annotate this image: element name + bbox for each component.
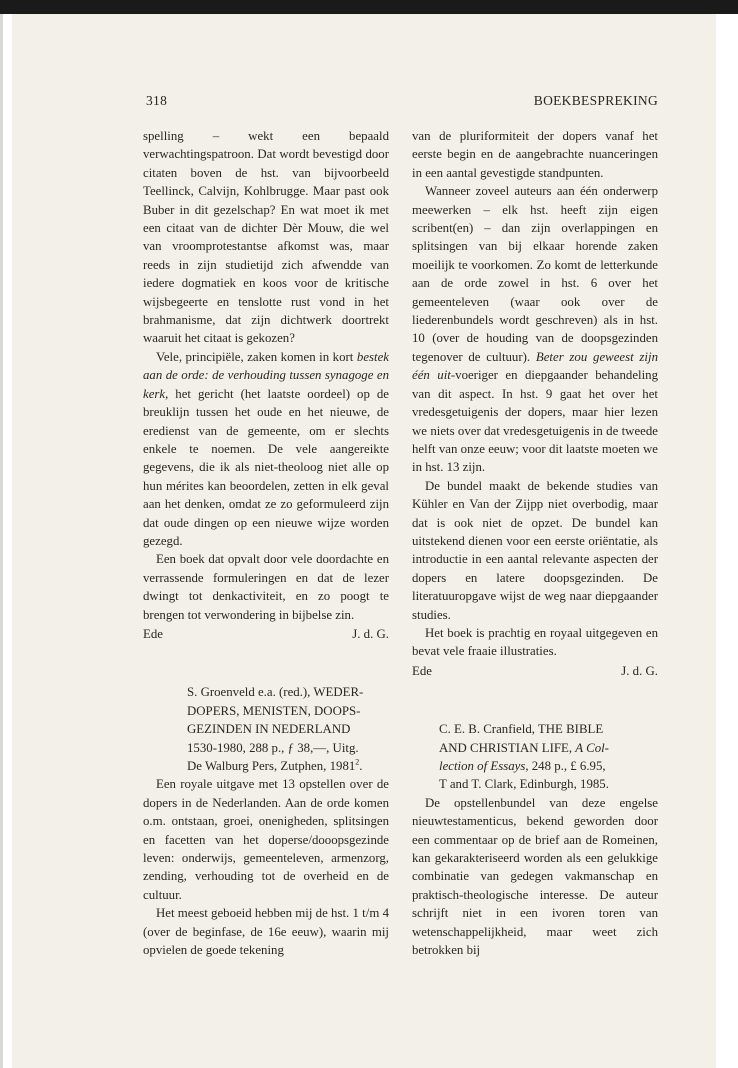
reference-line [187, 757, 389, 775]
reference-text: AND CHRISTIAN LIFE, [439, 740, 576, 755]
review-signature [143, 625, 389, 643]
signature-initials: J. d. G. [352, 626, 389, 641]
reference-line: GEZINDEN IN NEDERLAND [187, 722, 351, 737]
signature-initials: J. d. G. [621, 663, 658, 678]
book-reference [439, 720, 658, 794]
paragraph-text: het gericht (het laatste oordeel) op de breuklijn tussen het oude en het nieuwe, de eredienst van de gemeente, om er slechts enkele te noemen. De vele aangereikte gegevens, die ik als niet-theoloog niet alle op hun mérites kan beoordelen, zetten in elk geval aan het denken, omdat ze zo geformuleerd zijn dat oude dingen op een nieuwe wijze worden gezegd. [143, 386, 389, 548]
italic-text: Beter zou geweest zijn één uit- [412, 349, 658, 383]
page-number: 318 [146, 93, 168, 108]
edition-superscript: 2 [355, 757, 360, 767]
reference-line [439, 739, 658, 757]
paragraph-text: Vele, principiële, zaken komen in kort [156, 349, 357, 364]
paragraph: spelling – wekt een bepaald verwachtingspatroon. Dat wordt bevestigd door citaten boven de hst. van bijvoorbeeld Teellinck, Calvijn, Kohlbrugge. Maar past ook Buber in dit gezelschap? En wat moet ik met een citaat van de dichter Dèr Mouw, die wel van vroomprotestantse afkomst was, maar reeds in zijn studietijd zich afwendde van iedere dogmatiek en koos voor de kritische wijsbegeerte en tenslotte rust vond in het brahmanisme, dat zijn dichtwerk doortrekt waaruit het citaat is gekozen? [143, 129, 389, 346]
paragraph: Een royale uitgave met 13 opstellen over de dopers in de Nederlanden. Aan de orde komen o.m. ontstaan, groei, onenigheden, splitsingen en facetten van het doperse/dooopsgezinde leven: onderwijs, gemeenteleven, armenzorg, zending, verhouding tot de overheid en de cultuur. [143, 777, 389, 902]
reference-text: 248 p., £ 6.95, [528, 759, 606, 773]
italic-text: lection of Essays, [439, 759, 529, 773]
paragraph: De opstellenbundel van deze engelse nieuwtestamenticus, bekend geworden door een commentaar op de brief aan de Romeinen, kan gekarakteriseerd worden als een gelukkige combinatie van gedegen vakmanschap en praktisch-theologische interesse. De auteur schrijft niet in een ivoren toren van wetenschappelijkheid, maar weet zich betrokken bij [412, 795, 658, 958]
scan-left-edge [0, 14, 3, 1068]
paragraph-text: voeriger en diepgaander behandeling van dit aspect. In hst. 9 gaat het over het vredesgetuigenis der dopers, maar hier lezen we niets over dat vredesgetuigenis in de tweede helft van onze eeuw; voor dit laatste moeten we in hst. 13 zijn. [412, 368, 658, 475]
running-title: BOEKBESPREKING [533, 93, 658, 108]
italic-text: A Col- [575, 740, 609, 755]
paragraph: Een boek dat opvalt door vele doordachte en verrassende formuleringen en dat de lezer dwingt tot denkactiviteit, en zo poogt te brengen tot verwondering in bijbelse zin. [143, 552, 389, 622]
reference-line: 1530-1980, 288 p., ƒ 38,—, Uitg. [187, 740, 359, 755]
book-reference [187, 683, 389, 775]
reference-line: C. E. B. Cranfield, THE BIBLE [439, 722, 604, 737]
scan-top-border [0, 0, 738, 14]
reference-line: S. Groenveld e.a. (red.), WEDER- [187, 685, 364, 700]
signature-place: Ede [412, 663, 432, 678]
paragraph [143, 348, 389, 550]
paragraph: Het boek is prachtig en royaal uitgegeven en bevat vele fraaie illustraties. [412, 625, 658, 659]
reference-line [439, 757, 658, 775]
reference-text: De Walburg Pers, Zutphen, 1981 [187, 759, 356, 773]
review-signature [412, 662, 658, 680]
reference-line: DOPERS, MENISTEN, DOOPS- [187, 703, 361, 718]
right-column [412, 127, 658, 959]
reference-text: . [359, 759, 363, 773]
left-column [143, 127, 389, 959]
paragraph: De bundel maakt de bekende studies van Kühler en Van der Zijpp niet overbodig, maar dat is ook niet de opzet. De bundel kan uitstekend dienen voor een eerste oriëntatie, als introductie in een aantal relevante aspecten der dopers en latere doopsgezinden. De literatuuropgave wijst de weg naar diepgaander studies. [412, 478, 658, 622]
signature-place: Ede [143, 626, 163, 641]
italic-text: bestek aan de orde: de verhouding tussen synagoge en kerk, [143, 349, 389, 401]
reference-line: T and T. Clark, Edinburgh, 1985. [439, 777, 609, 792]
paragraph: Het meest geboeid hebben mij de hst. 1 t/m 4 (over de beginfase, de 16e eeuw), waarin mij opvielen de goede tekening [143, 906, 389, 958]
paragraph-text: Wanneer zoveel auteurs aan één onderwerp meewerken – elk hst. heeft zijn eigen scribent(en) – dan zijn overlappingen en splitsingen van bij elkaar horende zaken moeilijk te voorkomen. Zo komt de letterkunde aan de orde zowel in hst. 6 over het gemeenteleven (waar ook over de liederenbundels wordt geschreven) als in hst. 10 (over de houding van de doopsgezinden tegenover de cultuur). [412, 184, 658, 364]
paragraph: van de pluriformiteit der dopers vanaf het eerste begin en de aangebrachte nuanceringen in een aantal gevestigde standpunten. [412, 129, 658, 180]
paragraph [412, 182, 658, 477]
page-header [143, 93, 658, 113]
